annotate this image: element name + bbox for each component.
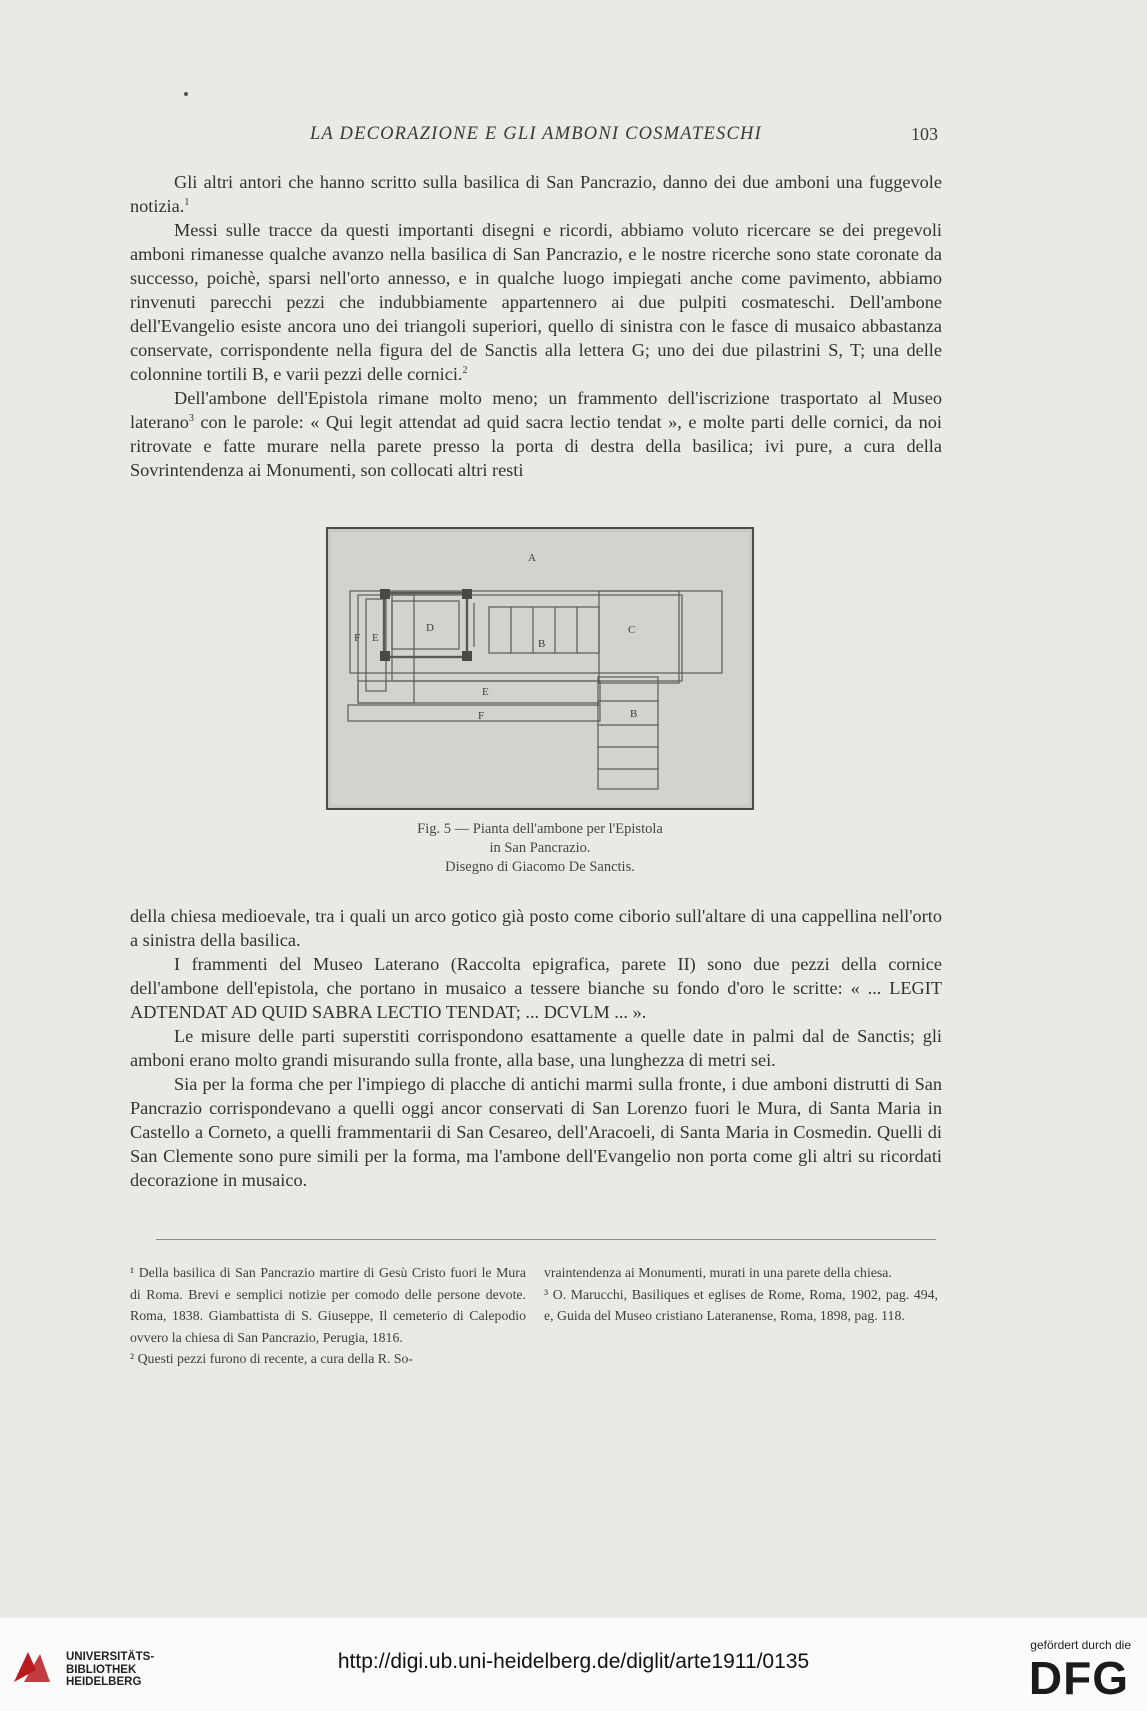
page-number: 103 <box>911 124 938 144</box>
plan-label-f-lower: F <box>478 710 485 722</box>
pillar-marker <box>462 589 472 599</box>
plan-label-d: D <box>426 622 434 634</box>
dfg-logo[interactable]: DFG <box>1028 1652 1129 1704</box>
page-header <box>126 124 946 158</box>
body-text-top <box>130 170 942 482</box>
pillar-marker <box>462 651 472 661</box>
plan-label-c: C <box>628 624 636 636</box>
body-text-bottom <box>130 904 942 1192</box>
caption-line-3: Disegno di Giacomo De Sanctis. <box>445 859 635 875</box>
pillar-marker <box>380 651 390 661</box>
footnote-1: ¹ Della basilica di San Pancrazio martire di Gesù Cristo fuori le Mura di Roma. Brevi e semplici notizie per comodo delle persone devote. Roma, 1838. Giambattista di S. Giuseppe, Il cemeterio di Calepodio ovvero la chiesa di San Pancrazio, Perugia, 1816. <box>130 1265 526 1345</box>
paragraph-3: Dell'ambone dell'Epistola rimane molto meno; un frammento dell'iscrizione trasportato al Museo laterano$^3$ con le parole: « Qui legit attendat ad quid sacra lectio tendat », e molte parti delle cornici, da noi ritrovate e fatte murare nella parete presso la porta di destra della basilica; ivi pure, a cura della Sovrintendenza ai Monumenti, son collocati altri resti <box>130 388 942 480</box>
footnotes-right <box>544 1262 938 1327</box>
caption-line-2: in San Pancrazio. <box>489 840 591 856</box>
plan-label-b-lower: B <box>630 708 638 720</box>
library-name[interactable]: UNIVERSITÄTS- BIBLIOTHEK HEIDELBERG <box>66 1651 155 1688</box>
footnote-ref-3[interactable]: 3 <box>188 412 194 424</box>
funding-note: gefördert durch die <box>1030 1638 1131 1652</box>
paragraph-5: I frammenti del Museo Laterano (Raccolta epigrafica, parete II) sono due pezzi della cornice dell'ambone dell'epistola, che portano in musaico a tessere bianche su fondo d'oro le scritte: « ... LEGIT ADTENDAT AD QUID SABRA LECTIO TENDAT; ... DCVLM ... ». <box>130 954 942 1022</box>
footnote-rule <box>156 1239 936 1240</box>
footnote-2-end: vraintendenza ai Monumenti, murati in una parete della chiesa. <box>544 1265 892 1280</box>
caption-line-1: Fig. 5 — Pianta dell'ambone per l'Epistola <box>417 821 663 837</box>
ambo-plan-drawing <box>328 529 752 808</box>
pillar-marker <box>380 589 390 599</box>
paragraph-4: della chiesa medioevale, tra i quali un arco gotico già posto come ciborio sull'altare di una cappellina nell'orto a sinistra della basilica. <box>130 906 942 950</box>
paragraph-7: Sia per la forma che per l'impiego di placche di antichi marmi sulla fronte, i due amboni distrutti di San Pancrazio corrispondevano a quelli oggi ancor conservati di San Lorenzo fuori le Mura, di Santa Maria in Castello a Corneto, a quelli frammentarii di San Cesareo, dell'Aracoeli, di Santa Maria in Cosmedin. Quelli di San Clemente sono pure simili per la forma, ma l'ambone dell'Evangelio non porta come gli altri su ricordati decorazione in musaico. <box>130 1074 942 1190</box>
viewer-footer <box>0 1618 1147 1711</box>
footnotes-left <box>130 1262 526 1370</box>
plan-label-b: B <box>538 638 546 650</box>
running-title: LA DECORAZIONE E GLI AMBONI COSMATESCHI <box>310 124 762 144</box>
footnote-3: ³ O. Marucchi, Basiliques et eglises de Rome, Roma, 1902, pag. 494, e, Guida del Museo cristiano Lateranense, Roma, 1898, pag. 118. <box>544 1286 938 1323</box>
paragraph-1: Gli altri antori che hanno scritto sulla basilica di San Pancrazio, danno dei due amboni una fuggevole notizia.$^1$ <box>130 172 942 216</box>
paragraph-6: Le misure delle parti superstiti corrispondono esattamente a quelle date in palmi dal de Sanctis; gli amboni erano molto grandi misurando sulla fronte, alla base, una lunghezza di metri sei. <box>130 1026 942 1070</box>
scan-speck <box>184 92 188 96</box>
figure-caption <box>300 820 780 877</box>
footnote-2-start: ² Questi pezzi furono di recente, a cura della R. So- <box>130 1351 414 1366</box>
plan-label-e-lower: E <box>482 686 489 698</box>
plan-label-f: F <box>354 632 361 644</box>
figure-plan <box>326 527 754 810</box>
footnote-ref-2[interactable]: 2 <box>462 364 468 376</box>
plan-label-e: E <box>372 632 379 644</box>
plan-label-a: A <box>528 552 536 564</box>
permalink-url[interactable]: http://digi.ub.uni-heidelberg.de/diglit/arte1911/0135 <box>337 1650 810 1673</box>
footnote-ref-1[interactable]: 1 <box>184 196 190 208</box>
paragraph-2: Messi sulle tracce da questi importanti disegni e ricordi, abbiamo voluto ricercare se dei pregevoli amboni rimanesse qualche avanzo nella basilica di San Pancrazio, e le nostre ricerche sono state coronate da successo, poichè, sparsi nell'orto annesso, e in qualche luogo impiegati anche come pavimento, abbiamo rinvenuti parecchi pezzi che indubbiamente appartennero ai due pulpiti cosmateschi. Dell'ambone dell'Evangelio esiste ancora uno dei triangoli superiori, quello di sinistra con le fasce di musaico abbastanza conservate, corrispondente nella figura del de Sanctis alla lettera G; uno dei due pilastrini S, T; una delle colonnine tortili B, e varii pezzi delle cornici.$^2$ <box>130 220 942 384</box>
